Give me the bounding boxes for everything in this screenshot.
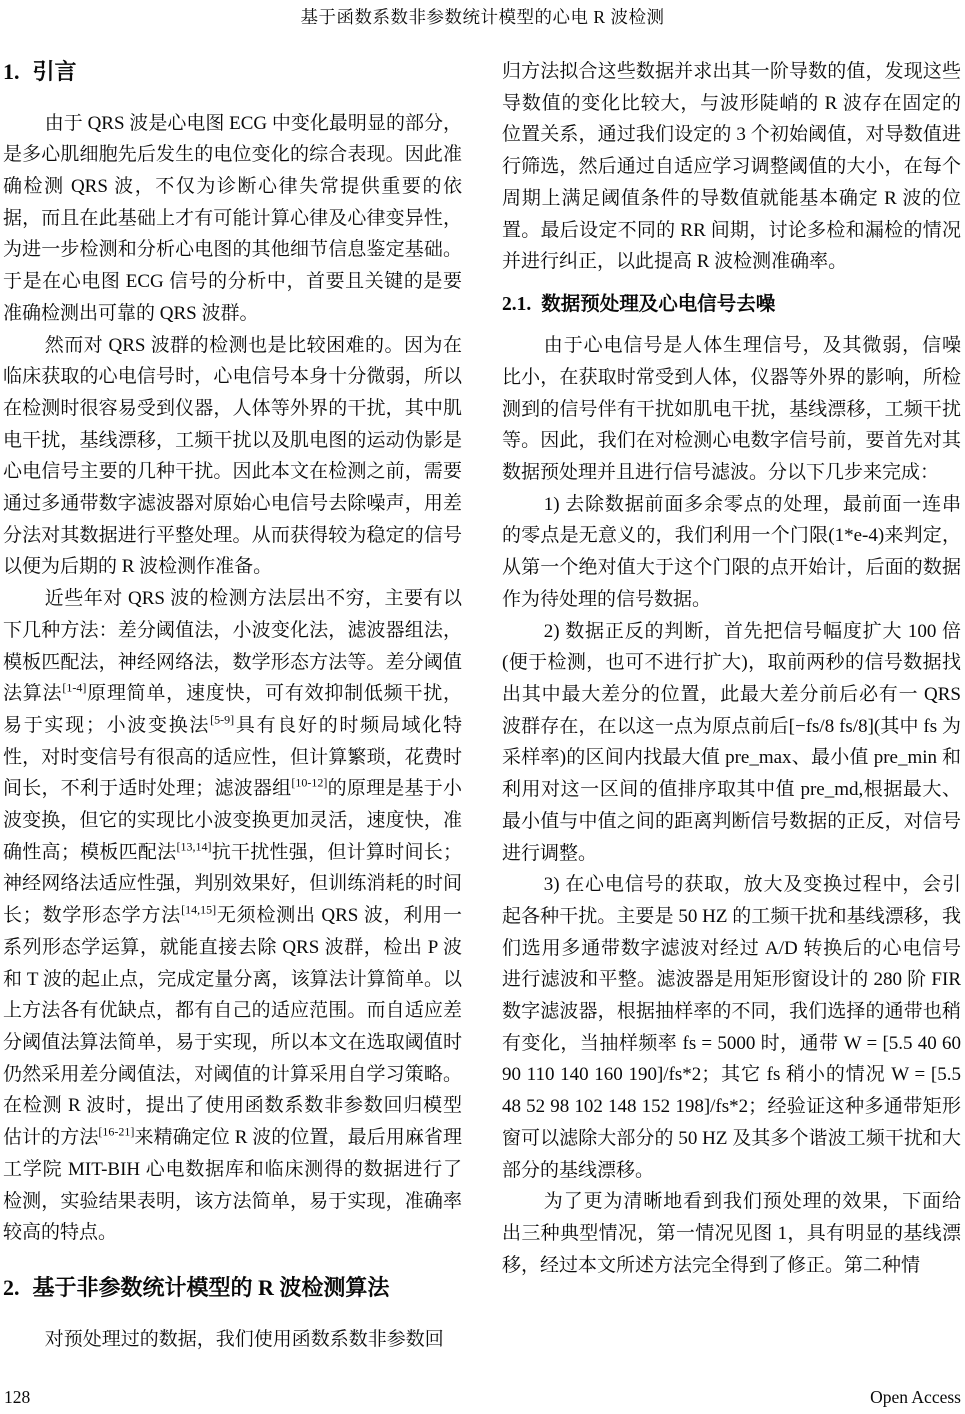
paragraph: 为了更为清晰地看到我们预处理的效果，下面给出三种典型情况，第一情况见图 1，具有明显的基线漂移，经过本文所述方法完全得到了修正。第二种情 <box>502 1191 961 1276</box>
section-title: 引言 <box>32 59 77 84</box>
text-run: 来精确定位 R 波的位置，最后用麻省理工学院 MIT-BIH 心电数据库和临床测得的数据进行了检测，实验结果表明，该方法简单，易于实现，准确率较高的特点。 <box>3 1127 462 1244</box>
section-number: 2. <box>3 1274 20 1300</box>
subsection-heading-preprocessing <box>502 292 961 317</box>
right-column <box>502 56 961 1355</box>
text-run: 具有良好的时频局域化特性，对时变信号有很高的适应性，但计算繁琐，花费时间长，不利于适时处理；滤波器组 <box>3 714 462 800</box>
section-title: 数据预处理及心电信号去噪 <box>541 293 776 315</box>
citation-ref: [5-9] <box>210 712 235 727</box>
paragraph-continuation: 归方法拟合这些数据并求出其一阶导数的值，发现这些导数值的变化比较大，与波形陡峭的 R 波存在固定的位置关系，通过我们设定的 3 个初始阈值，对导数值进行筛选，然后通过自适应学习调整阈值的大小，在每个周期上满足阈值条件的导数值就能基本确定 R 波的位置。最后设定不同的 RR 间期，讨论多检和漏检的情况并进行纠正，以此提高 R 波检测准确率。 <box>502 61 961 273</box>
section-title: 基于非参数统计模型的 R 波检测算法 <box>32 1274 390 1300</box>
text-run: 原理简单，速度快，可有效抑制低频干扰，易于实现；小波变换法 <box>3 683 462 736</box>
list-item-remove-zeros: 1) 去除数据前面多余零点的处理，最前面一连串的零点是无意义的，我们利用一个门限(1*e-4)来判定，从第一个绝对值大于这个门限的点开始计，后面的数据作为待处理的信号数据。 <box>502 493 961 610</box>
citation-ref: [14,15] <box>181 902 217 917</box>
page-number: 128 <box>4 1387 31 1407</box>
list-item-polarity-check: 2) 数据正反的判断，首先把信号幅度扩大 100 倍(便于检测，也可不进行扩大)，取前两秒的信号数据找出其中最大差分的位置，此最大差分前后必有一 QRS 波群存在，在以这一点为原点前后[−fs/8 fs/8](其中 fs 为采样率)的区间内找最大值 pre_max、最小值 pre_min 和利用对这一区间的值排序取其中值 pre_md,根据最大、最小值与中值之间的距离判断信号数据的正反，对信号进行调整。 <box>502 620 961 864</box>
paragraph: 对预处理过的数据，我们使用函数系数非参数回 <box>44 1328 444 1350</box>
text-run: 近些年对 QRS 波的检测方法层出不穷，主要有以下几种方法：差分阈值法，小波变化法，滤波器组法，模板匹配法，神经网络法，数学形态方法等。差分阈值法算法 <box>3 588 462 705</box>
section-heading-introduction <box>3 58 462 87</box>
citation-ref: [10-12] <box>291 776 328 791</box>
paragraph: 然而对 QRS 波群的检测也是比较困难的。因为在临床获取的心电信号时，心电信号本身十分微弱，所以在检测时很容易受到仪器，人体等外界的干扰，其中肌电干扰，基线漂移，工频干扰以及肌电图的运动伪影是心电信号主要的几种干扰。因此本文在检测之前，需要通过多通带数字滤波器对原始心电信号去除噪声，用差分法对其数据进行平整处理。从而获得较为稳定的信号以便为后期的 R 波检测作准备。 <box>3 334 462 578</box>
section-number: 1. <box>3 59 20 84</box>
paragraph: 由于心电信号是人体生理信号，及其微弱，信噪比小，在获取时常受到人体，仪器等外界的影响，所检测到的信号伴有干扰如肌电干扰，基线漂移，工频干扰等。因此，我们在对检测心电数字信号前，要首先对其数据预处理并且进行信号滤波。分以下几步来完成： <box>502 335 961 484</box>
left-column <box>3 56 462 1355</box>
paragraph: 由于 QRS 波是心电图 ECG 中变化最明显的部分，是多心肌细胞先后发生的电位变化的综合表现。因此准确检测 QRS 波，不仅为诊断心律失常提供重要的依据，而且在此基础上才有可能计算心律及心律变异性，为进一步检测和分析心电图的其他细节信息鉴定基础。于是在心电图 ECG 信号的分析中，首要且关键的是要准确检测出可靠的 QRS 波群。 <box>3 112 462 324</box>
list-item-filtering: 3) 在心电信号的获取，放大及变换过程中，会引起各种干扰。主要是 50 HZ 的工频干扰和基线漂移，我们选用多通带数字滤波对经过 A/D 转换后的心电信号进行滤波和平整。滤波器是用矩形窗设计的 280 阶 FIR 数字滤波器，根据抽样率的不同，我们选择的通带也稍有变化，当抽样频率 fs = 5000 时，通带 W = [5.5 40 60 90 110 140 160 190]/fs*2；其它 fs 稍小的情况 W = [5.5 48 52 98 102 148 152 198]/fs*2；经验证这种多通带矩形窗可以滤除大部分的 50 HZ 及其多个谐波工频干扰和大部分的基线漂移。 <box>502 874 961 1181</box>
running-title: 基于函数系数非参数统计模型的心电 R 波检测 <box>300 7 665 27</box>
citation-ref: [16-21] <box>98 1124 135 1139</box>
running-header <box>0 4 965 29</box>
text-run: 的原理是基于小波变换，但它的实现比小波变换更加灵活，速度快，准确性高；模板匹配法 <box>3 778 462 863</box>
open-access-label: Open Access <box>870 1387 961 1407</box>
section-number: 2.1. <box>502 293 532 315</box>
citation-ref: [1-4] <box>62 680 87 695</box>
page-footer <box>4 1387 961 1408</box>
paragraph-with-citations <box>3 583 462 1249</box>
two-column-body <box>3 56 961 1355</box>
text-run: 抗干扰性强，但计算时间长；神经网络法适应性强，判别效果好，但训练消耗的时间长；数学形态学方法 <box>3 841 462 927</box>
citation-ref: [13,14] <box>176 839 212 854</box>
text-run: 无须检测出 QRS 波，利用一系列形态学运算，就能直接去除 QRS 波群，检出 P 波和 T 波的起止点，完成定量分离，该算法计算简单。以上方法各有优缺点，都有自己的适应范围。而自适应差分阈值法算法简单，易于实现，所以本文在选取阈值时仍然采用差分阈值法，对阈值的计算采用自学习策略。在检测 R 波时，提出了使用函数系数非参数回归模型估计的方法 <box>3 905 462 1149</box>
section-heading-r-wave-algorithm <box>3 1274 462 1303</box>
